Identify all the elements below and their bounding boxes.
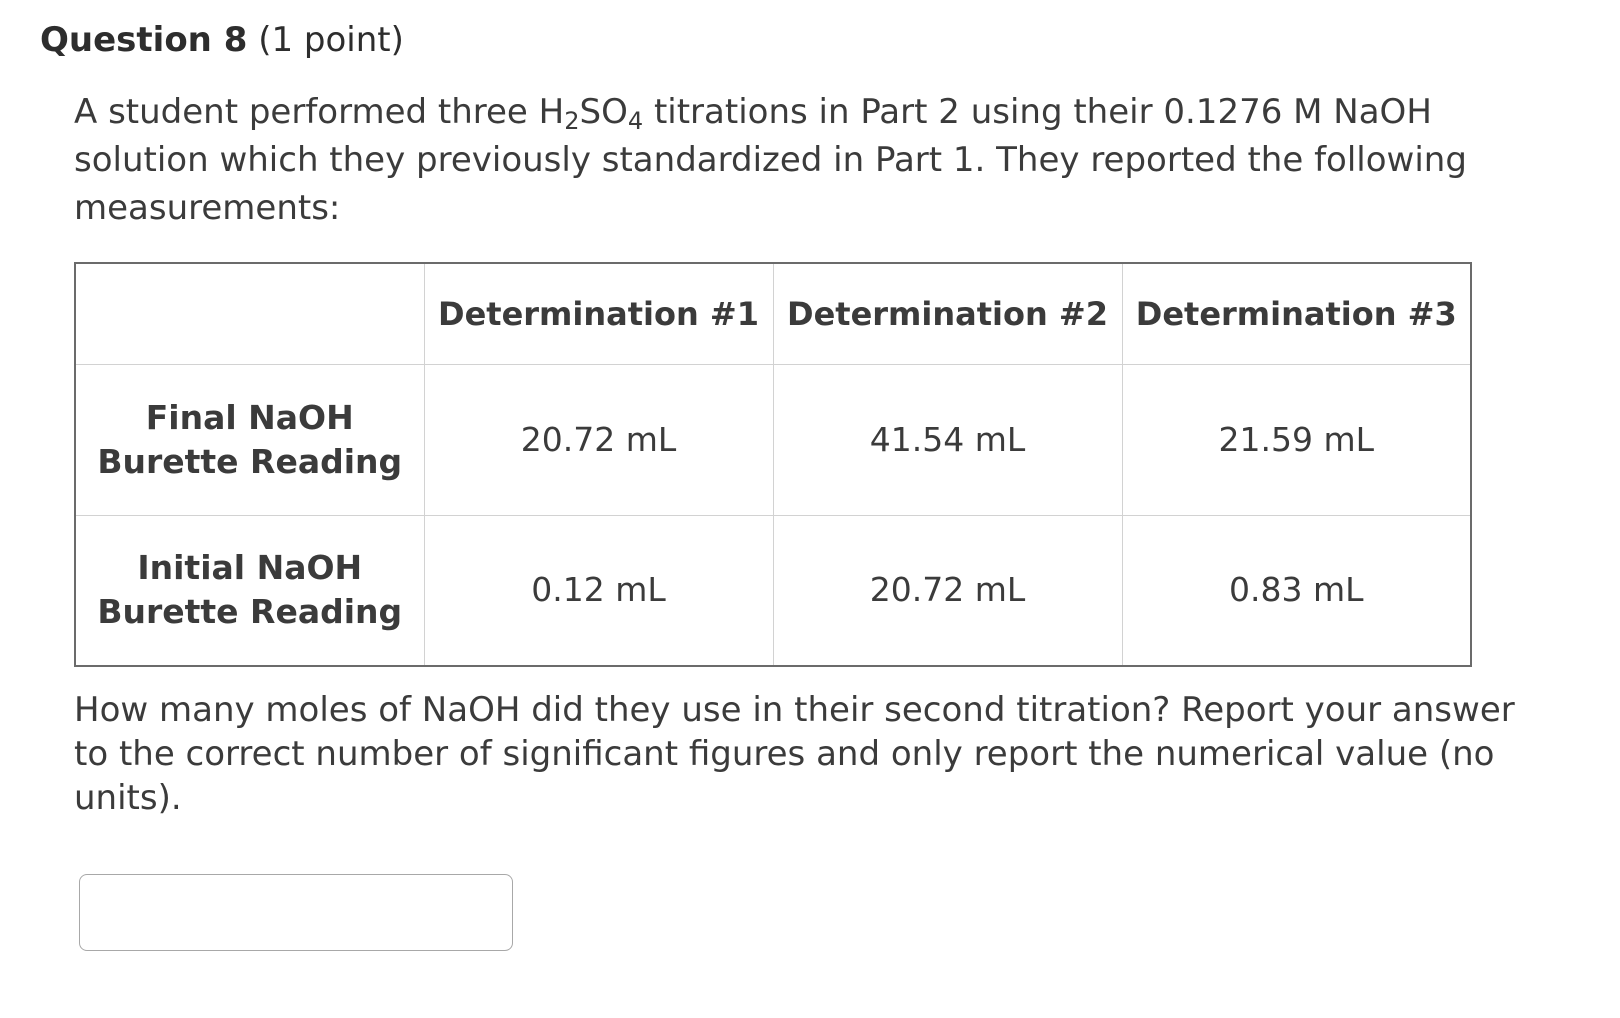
table-cell: 0.12 mL: [424, 515, 773, 666]
prompt-text-3: titrations in Part 2 using their 0.1276 M NaOH solution which they previously standardized in Part 1. They reported the following measurements:: [74, 92, 1467, 228]
table-row-initial-reading: [75, 515, 1471, 666]
prompt-subscript-2: 4: [627, 107, 644, 135]
prompt-text-1: A student performed three H: [74, 92, 565, 132]
table-header-determination-2: Determination #2: [773, 263, 1122, 364]
row-label-final-reading: Final NaOH Burette Reading: [75, 364, 424, 515]
table-cell: 0.83 mL: [1122, 515, 1471, 666]
question-prompt: [74, 88, 1544, 232]
table-header-determination-1: Determination #1: [424, 263, 773, 364]
table-header-row: [75, 263, 1471, 364]
table-cell: 20.72 mL: [424, 364, 773, 515]
question-points: (1 point): [258, 20, 404, 60]
question-header: [40, 16, 404, 64]
table-header-determination-3: Determination #3: [1122, 263, 1471, 364]
prompt-text-2: SO: [579, 92, 628, 132]
row-label-initial-reading: Initial NaOH Burette Reading: [75, 515, 424, 666]
answer-input[interactable]: [79, 874, 513, 951]
question-text: How many moles of NaOH did they use in their second titration? Report your answer to the correct number of significant figures and only report the numerical value (no units).: [74, 690, 1515, 818]
question-title: Question 8: [40, 20, 248, 60]
table-header-empty: [75, 263, 424, 364]
measurements-table: [74, 262, 1472, 667]
prompt-subscript-1: 2: [564, 107, 580, 135]
table-cell: 41.54 mL: [773, 364, 1122, 515]
table-row-final-reading: [75, 364, 1471, 515]
table-cell: 21.59 mL: [1122, 364, 1471, 515]
table-cell: 20.72 mL: [773, 515, 1122, 666]
